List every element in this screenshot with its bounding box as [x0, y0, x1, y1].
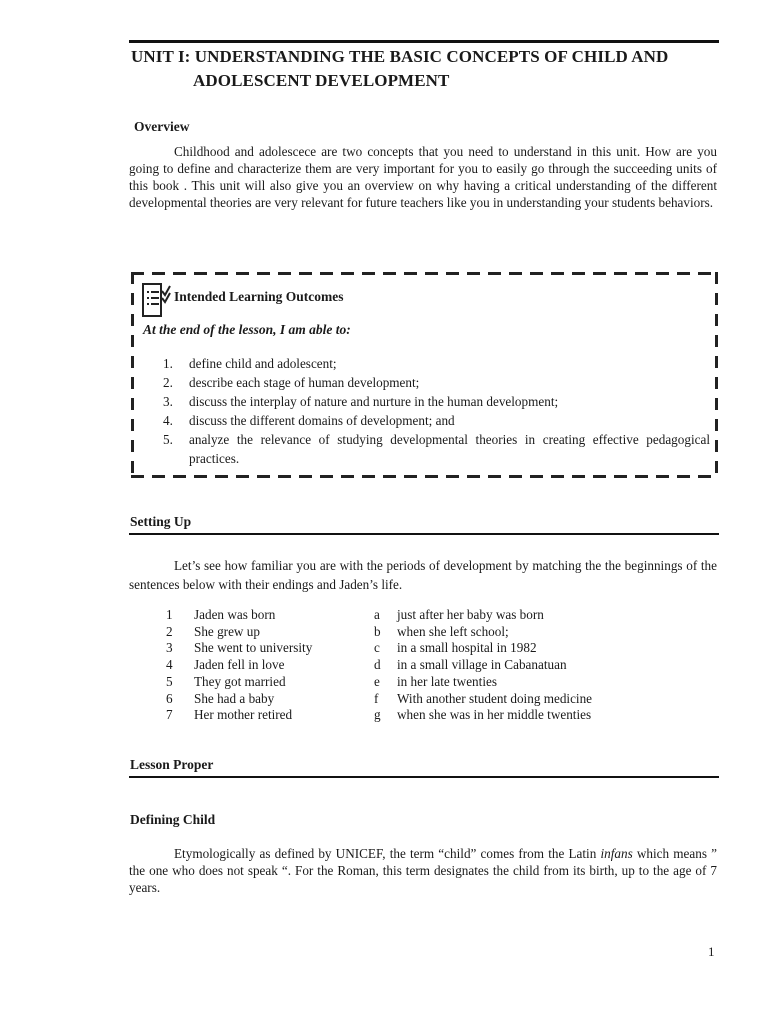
setting-up-heading: Setting Up	[130, 514, 192, 529]
row-number: 6	[166, 690, 173, 706]
sentence-ending: in her late twenties	[397, 673, 497, 689]
ilo-item	[163, 373, 710, 392]
sentence-beginning: They got married	[194, 673, 286, 689]
table-row	[166, 691, 636, 708]
ilo-item-number: 4.	[163, 413, 173, 428]
ilo-item-number: 1.	[163, 356, 173, 371]
row-number: 7	[166, 707, 173, 723]
unit-title-line-1: UNIT I: UNDERSTANDING THE BASIC CONCEPTS OF CHILD AND	[131, 47, 669, 66]
matching-table	[166, 607, 636, 724]
unit-title-line-2: ADOLESCENT DEVELOPMENT	[193, 71, 450, 90]
defining-child-text-end: which means ” the one who does not speak “. For the Roman, this term designates the child from its birth, up to the age of 7 years.	[129, 846, 717, 895]
lesson-proper-rule	[129, 776, 719, 778]
setting-up-rule	[129, 533, 719, 535]
sentence-beginning: Her mother retired	[194, 707, 293, 723]
defining-child-text-start: Etymologically as defined by UNICEF, the term “child” comes from the Latin	[174, 846, 601, 861]
table-row	[166, 640, 636, 657]
row-number: 5	[166, 673, 173, 689]
top-rule	[129, 40, 719, 43]
setting-up-text: Let’s see how familiar you are with the periods of development by matching the the beginnings of the sentences below with their endings and Jaden’s life.	[129, 558, 717, 592]
box-border-top	[131, 272, 718, 275]
sentence-ending: just after her baby was born	[397, 607, 544, 622]
ilo-item	[163, 354, 710, 373]
overview-paragraph	[129, 143, 717, 211]
ilo-item-text: define child and adolescent;	[189, 356, 337, 371]
ilo-item-number: 5.	[163, 432, 173, 447]
sentence-beginning: Jaden was born	[194, 607, 276, 622]
ilo-item-number: 3.	[163, 394, 173, 409]
sentence-beginning: She grew up	[194, 623, 260, 639]
defining-child-paragraph	[129, 845, 717, 896]
sentence-beginning: Jaden fell in love	[194, 657, 285, 673]
setting-up-paragraph	[129, 556, 717, 594]
sentence-ending: With another student doing medicine	[397, 690, 593, 706]
defining-child-heading: Defining Child	[130, 812, 216, 827]
row-number: 4	[166, 657, 173, 673]
ilo-subtitle: At the end of the lesson, I am able to:	[143, 322, 351, 337]
row-number: 1	[166, 607, 173, 622]
ilo-item-number: 2.	[163, 375, 173, 390]
ilo-item-text: discuss the interplay of nature and nurture in the human development;	[189, 394, 559, 409]
ending-letter: g	[374, 707, 381, 723]
ending-letter: a	[374, 607, 380, 622]
table-row	[166, 707, 636, 724]
row-number: 3	[166, 640, 173, 656]
overview-heading: Overview	[134, 119, 190, 134]
ilo-item	[163, 411, 710, 430]
sentence-ending: in a small hospital in 1982	[397, 640, 537, 656]
ilo-title: Intended Learning Outcomes	[174, 289, 344, 304]
ending-letter: e	[374, 673, 380, 689]
box-border-left	[131, 272, 134, 478]
sentence-ending: when she was in her middle twenties	[397, 707, 592, 723]
page-number: 1	[708, 944, 715, 959]
overview-text: Childhood and adolescece are two concepts that you need to understand in this unit. How are you going to define and characterize them are very important for you to easily go through the succeeding units of this book . This unit will also give you an overview on why having a critical understanding of the different developmental theories are very relevant for future teachers like you in understanding your students behaviors.	[129, 144, 717, 210]
ilo-item-text: describe each stage of human development;	[189, 375, 420, 390]
unit-title	[131, 45, 721, 93]
ending-letter: c	[374, 640, 380, 656]
table-row	[166, 657, 636, 674]
ilo-item-text: discuss the different domains of development; and	[189, 413, 455, 428]
sentence-beginning: She went to university	[194, 640, 313, 656]
row-number: 2	[166, 623, 173, 639]
sentence-beginning: She had a baby	[194, 690, 275, 706]
sentence-ending: in a small village in Cabanatuan	[397, 657, 567, 673]
ilo-item	[163, 430, 710, 468]
table-row	[166, 624, 636, 641]
table-row	[166, 607, 636, 624]
box-border-right	[715, 272, 718, 478]
sentence-ending: when she left school;	[397, 623, 509, 639]
ending-letter: b	[374, 623, 381, 639]
ilo-item	[163, 392, 710, 411]
ending-letter: f	[374, 690, 379, 706]
lesson-proper-heading: Lesson Proper	[130, 757, 214, 772]
learning-outcomes-box	[131, 272, 718, 478]
ilo-item-text: analyze the relevance of studying developmental theories in creating effective pedagogical practices.	[189, 432, 710, 466]
table-row	[166, 674, 636, 691]
ending-letter: d	[374, 657, 381, 673]
latin-term: infans	[600, 846, 633, 861]
box-border-bottom	[131, 475, 718, 478]
checklist-icon	[139, 282, 171, 318]
ilo-list	[163, 354, 710, 468]
